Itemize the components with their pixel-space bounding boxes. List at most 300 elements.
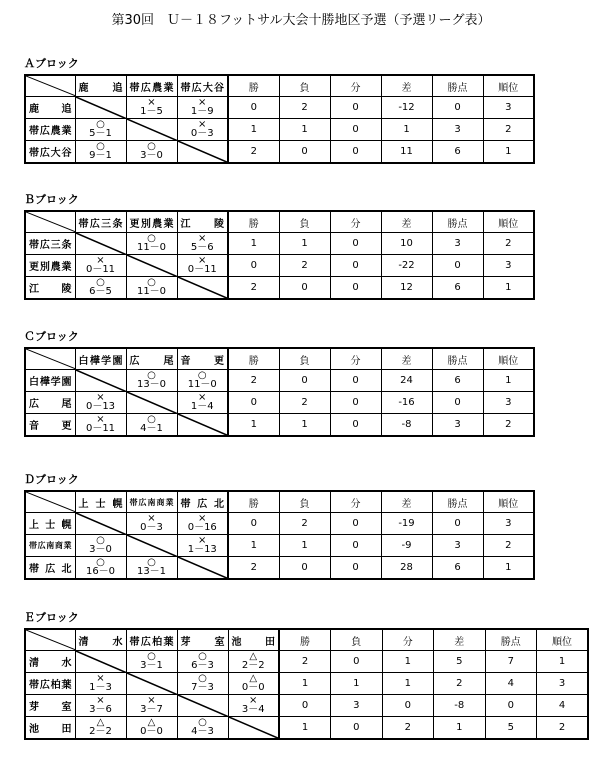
block — [24, 611, 589, 740]
stat-value: 3 — [483, 513, 534, 535]
league-table — [24, 74, 535, 164]
stat-header: 負 — [279, 211, 330, 233]
stat-value: 0 — [330, 233, 381, 255]
header-team-name: 帯広柏葉 — [126, 629, 177, 651]
stat-value: 11 — [381, 141, 432, 163]
result-symbol: ○ — [198, 716, 207, 728]
match-result-cell — [126, 97, 177, 119]
match-result-cell — [126, 695, 177, 717]
row-team-name: 更別農業 — [25, 255, 75, 277]
self-match-cell — [75, 233, 126, 255]
stat-value: 2 — [279, 392, 330, 414]
self-match-cell — [228, 717, 279, 739]
stat-header: 差 — [381, 211, 432, 233]
match-result-cell — [75, 557, 126, 579]
team-row — [25, 414, 534, 436]
result-score: 3－6 — [89, 704, 112, 715]
result-symbol: × — [198, 255, 207, 266]
match-result-cell — [75, 277, 126, 299]
result-symbol: ○ — [147, 651, 156, 662]
result-symbol: ○ — [197, 370, 207, 381]
team-row — [25, 277, 534, 299]
team-row — [25, 513, 534, 535]
result-symbol: ○ — [198, 673, 207, 684]
team-row — [25, 535, 534, 557]
stat-value: 0 — [331, 717, 383, 739]
stat-header: 分 — [330, 348, 381, 370]
result-symbol: × — [198, 119, 207, 130]
stat-value: 0 — [228, 97, 279, 119]
corner-diagonal — [26, 212, 76, 232]
match-result-cell — [126, 414, 177, 436]
row-team-name: 帯広南商業 — [25, 535, 75, 557]
result-score: 1－9 — [190, 106, 214, 117]
result-score: 0－0 — [241, 682, 265, 693]
stat-value: 2 — [228, 370, 279, 392]
diagonal-line — [178, 141, 229, 163]
diagonal-line — [76, 651, 127, 673]
result-score: 0－11 — [85, 264, 116, 275]
stat-value: 1 — [279, 414, 330, 436]
stat-header: 負 — [279, 491, 330, 513]
match-result-cell — [228, 651, 279, 673]
stat-value: 2 — [382, 717, 434, 739]
header-team-name: 上士幌 — [75, 491, 126, 513]
stat-value: 2 — [228, 557, 279, 579]
stat-value: 2 — [279, 651, 331, 673]
stat-value: 1 — [483, 277, 534, 299]
stat-value: 0 — [228, 513, 279, 535]
stat-value: 0 — [279, 277, 330, 299]
block — [24, 330, 535, 437]
result-score: 3－0 — [140, 149, 163, 161]
stat-header: 勝点 — [432, 75, 483, 97]
result-symbol: △ — [96, 716, 105, 728]
corner-cell — [25, 348, 75, 370]
team-row — [25, 255, 534, 277]
stat-value: 10 — [381, 233, 432, 255]
match-result-cell — [75, 535, 126, 557]
league-table — [24, 347, 535, 437]
stat-header: 分 — [330, 75, 381, 97]
diagonal-line — [127, 119, 178, 141]
stat-value: 0 — [330, 557, 381, 579]
result-symbol: × — [198, 513, 207, 524]
team-row — [25, 717, 588, 739]
stat-value: 2 — [279, 97, 330, 119]
result-symbol: △ — [249, 651, 258, 662]
row-team-name: 芽 室 — [25, 695, 75, 717]
stat-value: 24 — [381, 370, 432, 392]
diagonal-line — [76, 97, 127, 119]
stat-value: 0 — [330, 141, 381, 163]
stat-value: 6 — [432, 557, 483, 579]
stat-value: 0 — [330, 535, 381, 557]
row-team-name: 広 尾 — [25, 392, 75, 414]
diagonal-line — [229, 717, 280, 739]
result-symbol: × — [147, 695, 156, 706]
match-result-cell — [177, 233, 228, 255]
match-result-cell — [126, 717, 177, 739]
header-team-name: 帯広大谷 — [177, 75, 228, 97]
result-score: 7－3 — [191, 682, 214, 693]
row-team-name: 音 更 — [25, 414, 75, 436]
result-symbol: × — [96, 392, 105, 403]
result-symbol: × — [198, 97, 207, 108]
result-symbol: ○ — [96, 535, 105, 546]
stat-value: 3 — [432, 414, 483, 436]
stat-value: 1 — [483, 370, 534, 392]
stat-value: 0 — [331, 651, 383, 673]
match-result-cell — [75, 695, 126, 717]
stat-header: 勝 — [279, 629, 331, 651]
stat-value: 4 — [537, 695, 589, 717]
self-match-cell — [177, 141, 228, 163]
result-score: 0－3 — [140, 522, 163, 533]
stat-value: 3 — [483, 97, 534, 119]
result-symbol: ○ — [147, 233, 156, 244]
team-row — [25, 651, 588, 673]
match-result-cell — [126, 557, 177, 579]
self-match-cell — [126, 673, 177, 695]
result-score: 13－0 — [136, 379, 167, 390]
corner-cell — [25, 75, 75, 97]
stat-value: 5 — [434, 651, 486, 673]
team-row — [25, 392, 534, 414]
stat-value: 0 — [330, 414, 381, 436]
match-result-cell — [126, 651, 177, 673]
team-row — [25, 119, 534, 141]
header-row — [25, 75, 534, 97]
stat-value: 0 — [330, 255, 381, 277]
result-symbol: × — [96, 255, 105, 266]
row-team-name: 帯広柏葉 — [25, 673, 75, 695]
block-title: Ｃブロック — [24, 330, 79, 343]
diagonal-line — [178, 414, 229, 436]
stat-header: 差 — [381, 348, 432, 370]
stat-header: 順位 — [483, 211, 534, 233]
team-row — [25, 141, 534, 163]
stat-header: 勝点 — [432, 211, 483, 233]
match-result-cell — [177, 535, 228, 557]
stat-header: 勝点 — [485, 629, 537, 651]
stat-value: 1 — [381, 119, 432, 141]
stat-value: 0 — [279, 557, 330, 579]
self-match-cell — [126, 392, 177, 414]
stat-value: 2 — [483, 535, 534, 557]
diagonal-line — [76, 370, 127, 392]
corner-diagonal — [26, 76, 76, 96]
stat-header: 勝点 — [432, 491, 483, 513]
stat-header: 勝 — [228, 491, 279, 513]
result-score: 11－0 — [136, 242, 167, 253]
block — [24, 473, 535, 580]
stat-value: 0 — [279, 370, 330, 392]
corner-diagonal — [26, 492, 76, 512]
stat-value: 0 — [330, 119, 381, 141]
result-score: 16－0 — [85, 565, 116, 577]
result-symbol: × — [96, 413, 105, 425]
result-score: 0－3 — [190, 128, 214, 139]
stat-value: 1 — [279, 717, 331, 739]
corner-cell — [25, 629, 75, 651]
stat-value: 1 — [279, 673, 331, 695]
stat-value: 6 — [432, 370, 483, 392]
result-symbol: × — [198, 233, 207, 244]
stat-header: 順位 — [537, 629, 589, 651]
team-row — [25, 97, 534, 119]
stat-header: 差 — [434, 629, 486, 651]
result-score: 6－5 — [89, 285, 112, 297]
header-team-name: 池 田 — [228, 629, 279, 651]
result-score: 5－1 — [89, 128, 112, 139]
stat-value: 1 — [382, 673, 434, 695]
result-symbol: × — [147, 97, 156, 108]
stat-value: 6 — [432, 141, 483, 163]
diagonal-line — [127, 255, 178, 277]
header-team-name: 広 尾 — [126, 348, 177, 370]
stat-value: 12 — [381, 277, 432, 299]
stat-header: 勝 — [228, 211, 279, 233]
result-symbol: ○ — [147, 413, 156, 425]
stat-value: 0 — [330, 277, 381, 299]
match-result-cell — [177, 673, 228, 695]
block-title: Ｂブロック — [24, 193, 79, 206]
stat-value: 3 — [537, 673, 589, 695]
team-row — [25, 370, 534, 392]
stat-value: -16 — [381, 392, 432, 414]
stat-value: 0 — [432, 513, 483, 535]
result-symbol: △ — [147, 716, 156, 728]
stat-value: 3 — [432, 535, 483, 557]
match-result-cell — [177, 370, 228, 392]
result-symbol: ○ — [147, 140, 156, 152]
self-match-cell — [126, 255, 177, 277]
block — [24, 193, 535, 300]
diagonal-line — [127, 535, 178, 557]
result-score: 13－1 — [136, 565, 167, 577]
row-team-name: 清 水 — [25, 651, 75, 673]
self-match-cell — [177, 277, 228, 299]
self-match-cell — [177, 414, 228, 436]
match-result-cell — [177, 717, 228, 739]
header-team-name: 帯広南商業 — [126, 491, 177, 513]
stat-value: -8 — [381, 414, 432, 436]
result-symbol: ○ — [147, 556, 156, 568]
match-result-cell — [75, 119, 126, 141]
result-score: 3－4 — [241, 704, 265, 715]
row-team-name: 江 陵 — [25, 277, 75, 299]
result-score: 0－16 — [187, 522, 217, 533]
league-table — [24, 628, 589, 740]
match-result-cell — [75, 717, 126, 739]
match-result-cell — [75, 141, 126, 163]
row-team-name: 帯広大谷 — [25, 141, 75, 163]
match-result-cell — [75, 255, 126, 277]
stat-value: 1 — [228, 414, 279, 436]
stat-value: 2 — [279, 513, 330, 535]
result-score: 2－2 — [241, 660, 265, 671]
stat-value: -9 — [381, 535, 432, 557]
result-score: 3－0 — [89, 544, 112, 555]
result-score: 2－2 — [89, 725, 112, 737]
match-result-cell — [177, 119, 228, 141]
stat-value: 0 — [432, 392, 483, 414]
result-symbol: × — [198, 535, 207, 546]
result-score: 3－7 — [140, 704, 163, 715]
diagonal-line — [178, 695, 229, 717]
diagonal-line — [178, 277, 229, 299]
match-result-cell — [177, 392, 228, 414]
self-match-cell — [75, 513, 126, 535]
stat-value: 3 — [331, 695, 383, 717]
stat-value: 1 — [434, 717, 486, 739]
stat-value: 0 — [432, 97, 483, 119]
result-symbol: × — [249, 695, 258, 706]
self-match-cell — [75, 97, 126, 119]
league-table — [24, 490, 535, 580]
stat-value: 2 — [434, 673, 486, 695]
stat-value: 1 — [483, 557, 534, 579]
result-symbol: ○ — [96, 119, 105, 130]
result-score: 5－6 — [190, 242, 214, 253]
result-score: 11－0 — [136, 285, 167, 297]
team-row — [25, 233, 534, 255]
stat-value: -22 — [381, 255, 432, 277]
match-result-cell — [177, 255, 228, 277]
result-score: 1－4 — [190, 401, 214, 412]
header-team-name: 江 陵 — [177, 211, 228, 233]
match-result-cell — [126, 141, 177, 163]
match-result-cell — [228, 695, 279, 717]
match-result-cell — [126, 277, 177, 299]
stat-header: 負 — [279, 75, 330, 97]
result-symbol: × — [96, 695, 105, 706]
self-match-cell — [177, 557, 228, 579]
stat-value: 0 — [485, 695, 537, 717]
result-score: 11－0 — [187, 379, 217, 390]
header-team-name: 帯広三条 — [75, 211, 126, 233]
stat-value: 0 — [330, 392, 381, 414]
stat-value: 2 — [483, 119, 534, 141]
stat-value: 1 — [331, 673, 383, 695]
row-team-name: 池 田 — [25, 717, 75, 739]
result-symbol: ○ — [147, 370, 156, 381]
stat-value: 0 — [279, 695, 331, 717]
result-symbol: △ — [249, 673, 258, 684]
stat-value: -19 — [381, 513, 432, 535]
corner-cell — [25, 211, 75, 233]
stat-value: 0 — [228, 255, 279, 277]
stat-value: 6 — [432, 277, 483, 299]
stat-header: 順位 — [483, 491, 534, 513]
header-row — [25, 491, 534, 513]
stat-value: 4 — [485, 673, 537, 695]
row-team-name: 帯広三条 — [25, 233, 75, 255]
stat-value: 3 — [483, 392, 534, 414]
stat-header: 差 — [381, 491, 432, 513]
stat-value: 3 — [483, 255, 534, 277]
match-result-cell — [126, 370, 177, 392]
stat-value: 5 — [485, 717, 537, 739]
stat-value: -8 — [434, 695, 486, 717]
stat-header: 勝 — [228, 348, 279, 370]
stat-header: 分 — [382, 629, 434, 651]
corner-cell — [25, 491, 75, 513]
team-row — [25, 557, 534, 579]
result-score: 6－3 — [191, 660, 214, 671]
match-result-cell — [177, 513, 228, 535]
stat-value: 1 — [537, 651, 589, 673]
self-match-cell — [126, 119, 177, 141]
header-team-name: 清 水 — [75, 629, 126, 651]
league-table — [24, 210, 535, 300]
result-symbol: ○ — [198, 651, 207, 662]
stat-value: 1 — [483, 141, 534, 163]
stat-value: 1 — [382, 651, 434, 673]
row-team-name: 白樺学園 — [25, 370, 75, 392]
stat-value: 1 — [279, 233, 330, 255]
header-team-name: 帯広北 — [177, 491, 228, 513]
page-title: 第30回 Ｕ－１８フットサル大会十勝地区予選（予選リーグ表） — [111, 13, 491, 28]
stat-value: 0 — [330, 97, 381, 119]
stat-header: 分 — [330, 211, 381, 233]
header-team-name: 芽 室 — [177, 629, 228, 651]
result-score: 1－13 — [187, 544, 217, 555]
stat-value: 0 — [330, 370, 381, 392]
stat-value: 1 — [228, 119, 279, 141]
self-match-cell — [177, 695, 228, 717]
row-team-name: 上士幌 — [25, 513, 75, 535]
stat-header: 分 — [330, 491, 381, 513]
header-row — [25, 629, 588, 651]
row-team-name: 帯広北 — [25, 557, 75, 579]
result-score: 9－1 — [89, 149, 112, 161]
stat-value: 1 — [228, 535, 279, 557]
stat-value: -12 — [381, 97, 432, 119]
self-match-cell — [75, 370, 126, 392]
stat-value: 0 — [330, 513, 381, 535]
self-match-cell — [126, 535, 177, 557]
header-row — [25, 211, 534, 233]
match-result-cell — [126, 233, 177, 255]
row-team-name: 鹿 追 — [25, 97, 75, 119]
stat-value: 2 — [483, 414, 534, 436]
block-title: Ｅブロック — [24, 611, 79, 624]
diagonal-line — [76, 233, 127, 255]
stat-value: 2 — [228, 141, 279, 163]
match-result-cell — [228, 673, 279, 695]
self-match-cell — [75, 651, 126, 673]
stat-value: 2 — [228, 277, 279, 299]
header-team-name: 白樺学園 — [75, 348, 126, 370]
stat-value: 0 — [279, 141, 330, 163]
stat-value: 0 — [382, 695, 434, 717]
result-symbol: × — [198, 392, 207, 403]
stat-value: 1 — [279, 535, 330, 557]
match-result-cell — [126, 513, 177, 535]
stat-value: 2 — [483, 233, 534, 255]
block — [24, 57, 535, 164]
stat-value: 3 — [432, 119, 483, 141]
block-title: Ｄブロック — [24, 473, 79, 486]
result-symbol: × — [96, 673, 105, 684]
row-team-name: 帯広農業 — [25, 119, 75, 141]
stat-value: 28 — [381, 557, 432, 579]
stat-header: 負 — [331, 629, 383, 651]
result-score: 1－3 — [89, 682, 112, 693]
corner-diagonal — [26, 349, 76, 369]
